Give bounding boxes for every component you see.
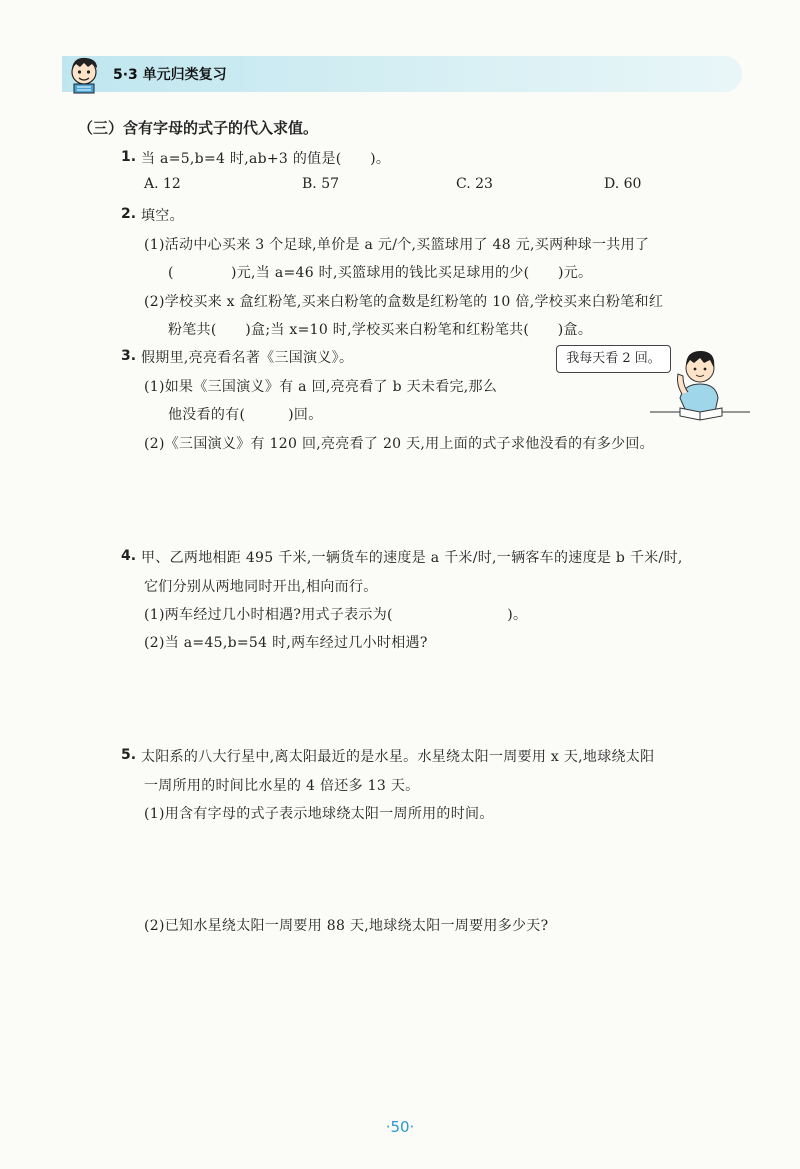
speech-bubble: 我每天看 2 回。 xyxy=(556,345,671,373)
q5-line2: 一周所用的时间比水星的 4 倍还多 13 天。 xyxy=(144,778,420,794)
header-title: 5·3 单元归类复习 xyxy=(113,67,227,83)
q5-part2: (2)已知水星绕太阳一周要用 88 天,地球绕太阳一周要用多少天? xyxy=(144,918,549,934)
q4-part2: (2)当 a=45,b=54 时,两车经过几小时相遇? xyxy=(144,635,428,651)
q2-part2-line2: 粉笔共( )盒;当 x=10 时,学校买来白粉笔和红粉笔共( )盒。 xyxy=(168,322,593,338)
q5-line1: 太阳系的八大行星中,离太阳最近的是水星。水星绕太阳一周要用 x 天,地球绕太阳 xyxy=(141,749,655,765)
q1-option-d: D. 60 xyxy=(604,176,642,192)
q3-text: 假期里,亮亮看名著《三国演义》。 xyxy=(141,350,354,366)
q5-number: 5. xyxy=(121,747,137,763)
q4-number: 4. xyxy=(121,548,137,564)
q3-part1-line2: 他没看的有( )回。 xyxy=(168,407,323,423)
q1-text: 当 a=5,b=4 时,ab+3 的值是( )。 xyxy=(141,151,391,167)
q4-line1: 甲、乙两地相距 495 千米,一辆货车的速度是 a 千米/时,一辆客车的速度是 b 千米/时, xyxy=(141,550,683,566)
q1-number: 1. xyxy=(121,149,137,165)
page-number: ·50· xyxy=(385,1118,415,1136)
q2-number: 2. xyxy=(121,206,137,222)
q3-part1-line1: (1)如果《三国演义》有 a 回,亮亮看了 b 天未看完,那么 xyxy=(144,379,498,395)
section-title: （三）含有字母的式子的代入求值。 xyxy=(78,119,319,137)
q1-option-c: C. 23 xyxy=(456,176,493,192)
q4-part1: (1)两车经过几小时相遇?用式子表示为( )。 xyxy=(144,607,528,623)
mascot-icon xyxy=(64,54,104,94)
q5-part1: (1)用含有字母的式子表示地球绕太阳一周所用的时间。 xyxy=(144,806,494,822)
q1-option-b: B. 57 xyxy=(302,176,340,192)
q2-text: 填空。 xyxy=(141,208,184,224)
q2-part1-line2: ( )元,当 a=46 时,买篮球用的钱比买足球用的少( )元。 xyxy=(168,265,593,281)
q1-option-a: A. 12 xyxy=(144,176,181,192)
q3-part2: (2)《三国演义》有 120 回,亮亮看了 20 天,用上面的式子求他没看的有多少回。 xyxy=(144,436,654,452)
boy-reading-illustration xyxy=(650,338,750,424)
q3-number: 3. xyxy=(121,348,137,364)
q2-part2-line1: (2)学校买来 x 盒红粉笔,买来白粉笔的盒数是红粉笔的 10 倍,学校买来白粉笔和红 xyxy=(144,294,664,310)
q4-line2: 它们分别从两地同时开出,相向而行。 xyxy=(144,579,378,595)
q2-part1-line1: (1)活动中心买来 3 个足球,单价是 a 元/个,买篮球用了 48 元,买两种球一共用了 xyxy=(144,237,650,253)
